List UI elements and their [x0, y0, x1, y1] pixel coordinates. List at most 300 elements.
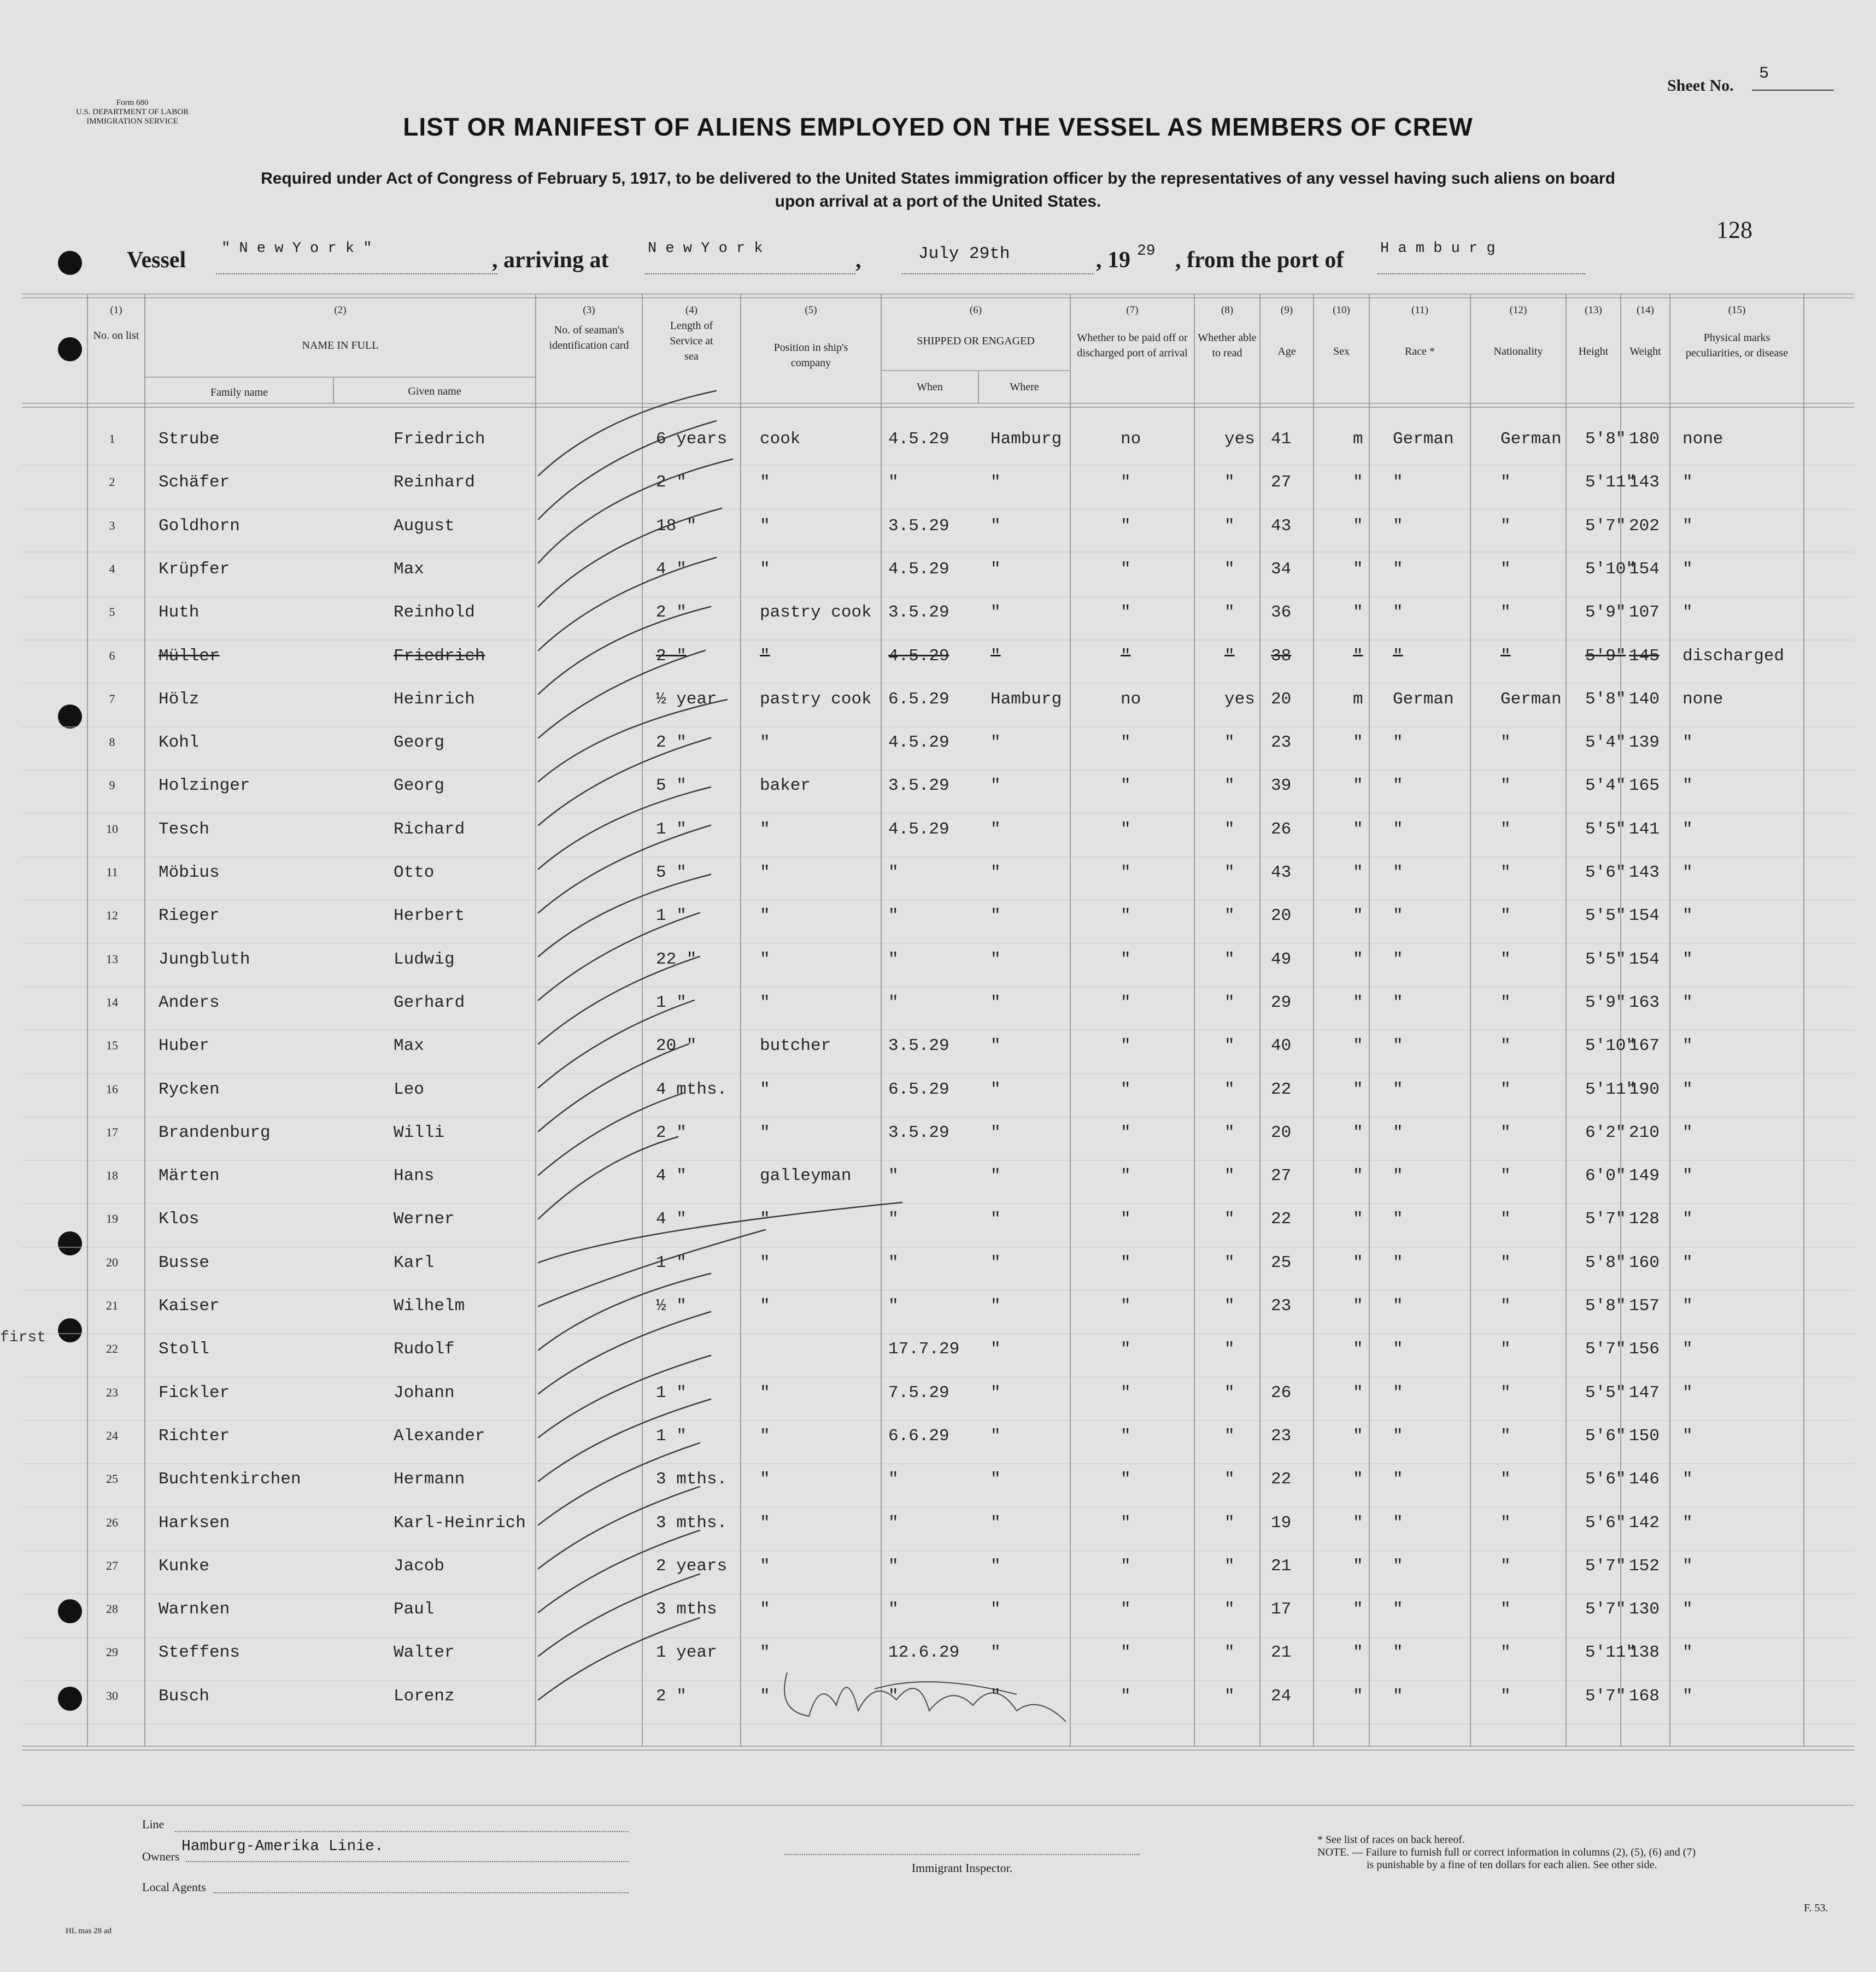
shipped-where: " — [990, 949, 1001, 969]
nationality: " — [1500, 1166, 1511, 1186]
paid-off: " — [1121, 1556, 1131, 1576]
nationality: " — [1500, 516, 1511, 536]
nationality: " — [1500, 819, 1511, 839]
given-name: Walter — [394, 1643, 455, 1663]
able-to-read: " — [1224, 819, 1235, 839]
margin-note: first — [0, 1329, 46, 1346]
age: 43 — [1271, 516, 1292, 536]
physical-marks: " — [1682, 906, 1693, 926]
height: 5'6" — [1585, 1513, 1626, 1533]
arrival-date: July 29th — [918, 244, 1010, 263]
row-number: 28 — [106, 1602, 118, 1616]
race: " — [1393, 1426, 1403, 1446]
corner-code: HL mas 28 ad — [66, 1927, 112, 1935]
position: " — [760, 1600, 770, 1619]
height: 5'11" — [1585, 1643, 1637, 1663]
shipped-when: 4.5.29 — [888, 646, 949, 666]
weight: 145 — [1629, 646, 1660, 666]
paid-off: " — [1121, 1296, 1131, 1316]
sex: " — [1353, 516, 1363, 536]
race: " — [1393, 1036, 1403, 1056]
length-of-service: 4 " — [656, 1210, 687, 1229]
row-number: 2 — [109, 475, 115, 489]
race: German — [1393, 689, 1454, 709]
race: " — [1393, 819, 1403, 839]
able-to-read: " — [1224, 603, 1235, 623]
position: galleyman — [760, 1166, 852, 1186]
nationality: " — [1500, 1296, 1511, 1316]
row-number: 22 — [106, 1342, 118, 1356]
age: 25 — [1271, 1253, 1292, 1272]
sex: " — [1353, 1123, 1363, 1142]
position: " — [760, 949, 770, 969]
height: 6'2" — [1585, 1123, 1626, 1142]
position: pastry cook — [760, 689, 872, 709]
height: 5'5" — [1585, 819, 1626, 839]
shipped-where: " — [990, 1340, 1001, 1359]
row-number: 27 — [106, 1558, 118, 1572]
shipped-when: " — [888, 473, 899, 492]
col6-where-header: Where — [1010, 381, 1039, 393]
height: 5'4" — [1585, 733, 1626, 753]
family-name: Krüpfer — [159, 559, 230, 579]
paid-off: " — [1121, 559, 1131, 579]
col11-number: (11) — [1411, 304, 1428, 316]
able-to-read: " — [1224, 1253, 1235, 1272]
sex: " — [1353, 906, 1363, 926]
able-to-read: " — [1224, 1210, 1235, 1229]
table-row — [0, 861, 1876, 894]
given-name: Herbert — [394, 906, 465, 926]
race: German — [1393, 430, 1454, 449]
physical-marks: none — [1682, 430, 1723, 449]
physical-marks: " — [1682, 1166, 1693, 1186]
physical-marks: " — [1682, 1426, 1693, 1446]
nationality: " — [1500, 1426, 1511, 1446]
line-label: Line — [142, 1817, 165, 1831]
sex: " — [1353, 646, 1363, 666]
weight: 138 — [1629, 1643, 1660, 1663]
shipped-when: " — [888, 1470, 899, 1489]
nationality: " — [1500, 949, 1511, 969]
weight: 210 — [1629, 1123, 1660, 1142]
position: " — [760, 1079, 770, 1099]
family-name: Kaiser — [159, 1296, 220, 1316]
height: 6'0" — [1585, 1166, 1626, 1186]
given-name: Max — [394, 1036, 424, 1056]
position: " — [760, 559, 770, 579]
age: 41 — [1271, 430, 1292, 449]
table-row — [0, 471, 1876, 503]
weight: 130 — [1629, 1600, 1660, 1619]
row-number: 1 — [109, 432, 115, 445]
family-name: Tesch — [159, 819, 210, 839]
position: " — [760, 1556, 770, 1576]
shipped-where: " — [990, 776, 1001, 796]
given-name: Gerhard — [394, 993, 465, 1012]
sex: " — [1353, 1470, 1363, 1489]
race: " — [1393, 1686, 1403, 1706]
shipped-where: " — [990, 1383, 1001, 1402]
given-name: Willi — [394, 1123, 445, 1142]
sex: m — [1353, 689, 1363, 709]
paid-off: " — [1121, 906, 1131, 926]
length-of-service: 3 mths. — [656, 1470, 728, 1489]
table-row — [0, 1381, 1876, 1414]
family-name: Möbius — [159, 863, 220, 882]
shipped-when: " — [888, 1210, 899, 1229]
shipped-where: " — [990, 559, 1001, 579]
race: " — [1393, 906, 1403, 926]
table-row — [0, 904, 1876, 937]
nationality: " — [1500, 906, 1511, 926]
age: 20 — [1271, 689, 1292, 709]
col9-header: Age — [1277, 345, 1296, 357]
shipped-when: " — [888, 1166, 899, 1186]
age: 23 — [1271, 1426, 1292, 1446]
age: 21 — [1271, 1556, 1292, 1576]
length-of-service: 2 years — [656, 1556, 728, 1576]
sex: " — [1353, 1253, 1363, 1272]
race: " — [1393, 733, 1403, 753]
length-of-service: 3 mths — [656, 1600, 717, 1619]
table-row — [0, 1034, 1876, 1067]
table-row — [0, 1294, 1876, 1327]
given-name: Jacob — [394, 1556, 445, 1576]
weight: 149 — [1629, 1166, 1660, 1186]
position: " — [760, 1123, 770, 1142]
table-row — [0, 1424, 1876, 1457]
physical-marks: " — [1682, 733, 1693, 753]
sex: " — [1353, 863, 1363, 882]
height: 5'7" — [1585, 516, 1626, 536]
sex: " — [1353, 1383, 1363, 1402]
race: " — [1393, 1253, 1403, 1272]
paid-off: " — [1121, 1079, 1131, 1099]
able-to-read: " — [1224, 1513, 1235, 1533]
race: " — [1393, 1123, 1403, 1142]
physical-marks: " — [1682, 559, 1693, 579]
shipped-when: 6.5.29 — [888, 689, 949, 709]
family-name: Jungbluth — [159, 949, 250, 969]
age: 20 — [1271, 906, 1292, 926]
family-name: Huber — [159, 1036, 210, 1056]
col2-header: NAME IN FULL — [302, 339, 379, 351]
length-of-service: 1 " — [656, 906, 687, 926]
nationality: " — [1500, 1643, 1511, 1663]
length-of-service: 5 " — [656, 863, 687, 882]
shipped-when: " — [888, 1253, 899, 1272]
height: 5'10" — [1585, 1036, 1637, 1056]
shipped-where: " — [990, 603, 1001, 623]
shipped-when: " — [888, 1556, 899, 1576]
length-of-service: 4 mths. — [656, 1079, 728, 1099]
family-name: Kohl — [159, 733, 200, 753]
family-name: Strube — [159, 430, 220, 449]
row-number: 20 — [106, 1255, 118, 1269]
given-name: Richard — [394, 819, 465, 839]
physical-marks: " — [1682, 1643, 1693, 1663]
length-of-service: 2 " — [656, 603, 687, 623]
family-name: Rieger — [159, 906, 220, 926]
col4-header: Length of Service at sea — [670, 320, 713, 362]
sex: " — [1353, 1686, 1363, 1706]
sex: " — [1353, 1079, 1363, 1099]
races-note: * See list of races on back hereof. — [1317, 1834, 1465, 1846]
year-prefix: , 19 — [1096, 248, 1130, 273]
from-port-label: , from the port of — [1175, 248, 1344, 273]
position: " — [760, 863, 770, 882]
col5-header: Position in ship's company — [773, 342, 848, 369]
able-to-read: " — [1224, 993, 1235, 1012]
table-row — [0, 731, 1876, 764]
age: 19 — [1271, 1513, 1292, 1533]
weight: 142 — [1629, 1513, 1660, 1533]
paid-off: " — [1121, 1470, 1131, 1489]
race: " — [1393, 1513, 1403, 1533]
nationality: German — [1500, 430, 1562, 449]
sex: " — [1353, 819, 1363, 839]
row-number: 16 — [106, 1082, 118, 1096]
nationality: " — [1500, 733, 1511, 753]
position: " — [760, 1513, 770, 1533]
shipped-where: " — [990, 1470, 1001, 1489]
service-name: IMMIGRATION SERVICE — [86, 117, 178, 126]
shipped-when: 4.5.29 — [888, 819, 949, 839]
length-of-service: 4 " — [656, 559, 687, 579]
shipped-where: " — [990, 1079, 1001, 1099]
paid-off: no — [1121, 430, 1141, 449]
row-number: 10 — [106, 821, 118, 836]
able-to-read: " — [1224, 1426, 1235, 1446]
shipped-where: " — [990, 906, 1001, 926]
age: 23 — [1271, 1296, 1292, 1316]
able-to-read: " — [1224, 646, 1235, 666]
position: " — [760, 473, 770, 492]
table-row — [0, 1251, 1876, 1284]
subtitle-line-1: Required under Act of Congress of February 5, 1917, to be delivered to the United States immigration officer by the representatives of any vessel having such aliens on board — [261, 169, 1615, 187]
able-to-read: " — [1224, 1036, 1235, 1056]
shipped-when: " — [888, 1513, 899, 1533]
height: 5'7" — [1585, 1600, 1626, 1619]
family-name: Buchtenkirchen — [159, 1470, 301, 1489]
race: " — [1393, 949, 1403, 969]
sex: " — [1353, 1340, 1363, 1359]
sex: " — [1353, 1600, 1363, 1619]
sex: " — [1353, 1296, 1363, 1316]
shipped-when: 6.5.29 — [888, 1079, 949, 1099]
shipped-when: " — [888, 1600, 899, 1619]
weight: 167 — [1629, 1036, 1660, 1056]
position: cook — [760, 430, 801, 449]
shipped-when: 6.6.29 — [888, 1426, 949, 1446]
weight: 156 — [1629, 1340, 1660, 1359]
paid-off: " — [1121, 733, 1131, 753]
age: 27 — [1271, 473, 1292, 492]
given-name: Johann — [394, 1383, 455, 1402]
col8-number: (8) — [1221, 304, 1234, 316]
race: " — [1393, 1166, 1403, 1186]
length-of-service: 5 " — [656, 776, 687, 796]
physical-marks: " — [1682, 1253, 1693, 1272]
paid-off: " — [1121, 776, 1131, 796]
row-number: 11 — [106, 865, 118, 879]
shipped-where: " — [990, 863, 1001, 882]
physical-marks: " — [1682, 949, 1693, 969]
height: 5'5" — [1585, 949, 1626, 969]
weight: 165 — [1629, 776, 1660, 796]
race: " — [1393, 1383, 1403, 1402]
nationality: " — [1500, 776, 1511, 796]
weight: 147 — [1629, 1383, 1660, 1402]
shipped-where: " — [990, 516, 1001, 536]
paid-off: " — [1121, 1340, 1131, 1359]
able-to-read: " — [1224, 1079, 1235, 1099]
shipped-where: " — [990, 1123, 1001, 1142]
shipped-when: 12.6.29 — [888, 1643, 960, 1663]
department-name: U.S. DEPARTMENT OF LABOR — [75, 108, 189, 116]
table-row — [0, 688, 1876, 720]
race: " — [1393, 1079, 1403, 1099]
given-name: Hans — [394, 1166, 435, 1186]
height: 5'9" — [1585, 603, 1626, 623]
col7-header: Whether to be paid off or discharged port of arrival — [1077, 332, 1188, 359]
given-name: Reinhard — [394, 473, 475, 492]
shipped-where: " — [990, 1296, 1001, 1316]
shipped-when: " — [888, 949, 899, 969]
position: pastry cook — [760, 603, 872, 623]
family-name: Goldhorn — [159, 516, 240, 536]
nationality: " — [1500, 1210, 1511, 1229]
age: 22 — [1271, 1079, 1292, 1099]
nationality: " — [1500, 1513, 1511, 1533]
shipped-where: " — [990, 1210, 1001, 1229]
table-row — [0, 1511, 1876, 1544]
family-name: Warnken — [159, 1600, 230, 1619]
vessel-label: Vessel — [127, 248, 186, 273]
position: " — [760, 1296, 770, 1316]
age: 38 — [1271, 646, 1292, 666]
owners-value: Hamburg-Amerika Linie. — [181, 1838, 384, 1855]
shipped-when: 4.5.29 — [888, 733, 949, 753]
sex: " — [1353, 1210, 1363, 1229]
nationality: " — [1500, 1686, 1511, 1706]
race: " — [1393, 473, 1403, 492]
row-number: 30 — [106, 1688, 118, 1703]
col3-header: No. of seaman's identification card — [549, 324, 629, 351]
weight: 180 — [1629, 430, 1660, 449]
family-name: Brandenburg — [159, 1123, 271, 1142]
paid-off: " — [1121, 473, 1131, 492]
paid-off: no — [1121, 689, 1141, 709]
family-name: Holzinger — [159, 776, 250, 796]
col11-header: Race * — [1405, 345, 1435, 357]
height: 5'11" — [1585, 1079, 1637, 1099]
nationality: " — [1500, 1036, 1511, 1056]
vessel-name: " N e w Y o r k " — [221, 240, 372, 257]
age: 22 — [1271, 1210, 1292, 1229]
sex: " — [1353, 733, 1363, 753]
sex: " — [1353, 473, 1363, 492]
length-of-service: 22 " — [656, 949, 697, 969]
physical-marks: " — [1682, 1036, 1693, 1056]
family-name: Anders — [159, 993, 220, 1012]
sex: " — [1353, 1513, 1363, 1533]
height: 5'6" — [1585, 863, 1626, 882]
sex: " — [1353, 776, 1363, 796]
sheet-label: Sheet No. — [1667, 77, 1734, 95]
age: 20 — [1271, 1123, 1292, 1142]
paid-off: " — [1121, 1686, 1131, 1706]
age: 21 — [1271, 1643, 1292, 1663]
physical-marks: " — [1682, 1210, 1693, 1229]
shipped-when: 3.5.29 — [888, 516, 949, 536]
able-to-read: " — [1224, 1296, 1235, 1316]
length-of-service: 4 " — [656, 1166, 687, 1186]
able-to-read: yes — [1224, 689, 1255, 709]
position: " — [760, 1686, 770, 1706]
shipped-when: 3.5.29 — [888, 776, 949, 796]
col13-header: Height — [1578, 345, 1609, 357]
position: " — [760, 906, 770, 926]
nationality: " — [1500, 473, 1511, 492]
given-name: Wilhelm — [394, 1296, 465, 1316]
shipped-where: " — [990, 1036, 1001, 1056]
length-of-service: 20 " — [656, 1036, 697, 1056]
age: 22 — [1271, 1470, 1292, 1489]
family-name: Stoll — [159, 1340, 210, 1359]
row-number: 4 — [109, 561, 115, 576]
race: " — [1393, 1296, 1403, 1316]
shipped-when: 17.7.29 — [888, 1340, 960, 1359]
length-of-service: 2 " — [656, 1686, 687, 1706]
sex: " — [1353, 1556, 1363, 1576]
shipped-when: 3.5.29 — [888, 603, 949, 623]
col6-header: SHIPPED OR ENGAGED — [917, 335, 1035, 347]
sex: " — [1353, 1036, 1363, 1056]
subtitle-line-2: upon arrival at a port of the United States. — [775, 192, 1101, 210]
physical-marks: " — [1682, 1383, 1693, 1402]
shipped-where: " — [990, 1253, 1001, 1272]
given-name: Werner — [394, 1210, 455, 1229]
age: 36 — [1271, 603, 1292, 623]
weight: 157 — [1629, 1296, 1660, 1316]
shipped-where: " — [990, 993, 1001, 1012]
paid-off: " — [1121, 1210, 1131, 1229]
arriving-label: , arriving at — [492, 248, 609, 273]
shipped-where: Hamburg — [990, 430, 1062, 449]
paid-off: " — [1121, 993, 1131, 1012]
able-to-read: yes — [1224, 430, 1255, 449]
given-name: Lorenz — [394, 1686, 455, 1706]
race: " — [1393, 1600, 1403, 1619]
nationality: " — [1500, 1383, 1511, 1402]
row-number: 13 — [106, 952, 118, 966]
sex: " — [1353, 603, 1363, 623]
row-number: 26 — [106, 1515, 118, 1529]
able-to-read: " — [1224, 1600, 1235, 1619]
race: " — [1393, 1340, 1403, 1359]
race: " — [1393, 863, 1403, 882]
weight: 143 — [1629, 473, 1660, 492]
able-to-read: " — [1224, 559, 1235, 579]
age: 49 — [1271, 949, 1292, 969]
paid-off: " — [1121, 1600, 1131, 1619]
shipped-where: " — [990, 1686, 1001, 1706]
given-name: Hermann — [394, 1470, 465, 1489]
physical-marks: " — [1682, 1296, 1693, 1316]
length-of-service: 1 " — [656, 819, 687, 839]
